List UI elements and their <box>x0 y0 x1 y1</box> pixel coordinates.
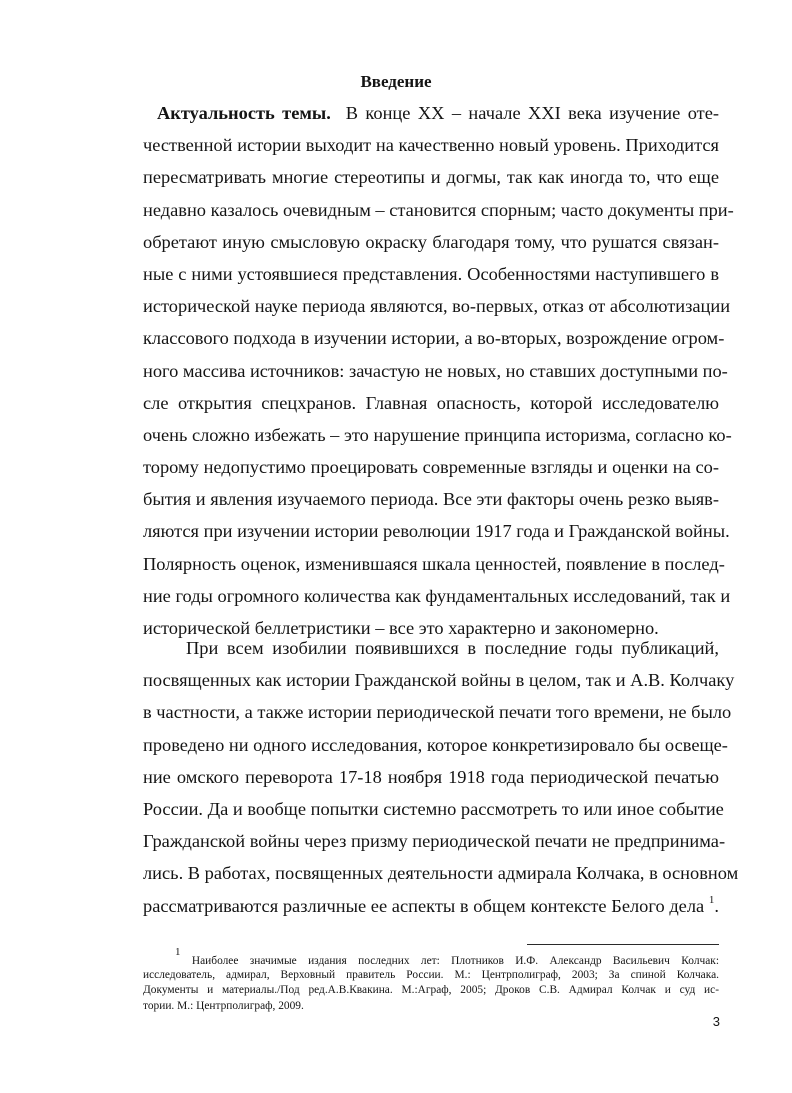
footnote <box>143 946 719 1014</box>
sentence-end: . <box>714 895 719 916</box>
footnote-marker: 1 <box>175 946 181 958</box>
paragraph-line: ные с ними устоявшиеся представления. Особенностями наступившего в <box>143 263 719 284</box>
page-number: 3 <box>712 1014 720 1029</box>
paragraph-line-text: рассматриваются различные ее аспекты в общем контексте Белого дела <box>143 895 705 916</box>
paragraph-line: сле открытия спецхранов. Главная опасность, которой исследователю <box>143 392 719 413</box>
paragraph-line-text: В конце XX – начале XXI века изучение оте- <box>345 103 719 123</box>
paragraph-line: исторической беллетристики – все это характерно и закономерно. <box>143 618 659 638</box>
paragraph-relevance <box>143 97 734 644</box>
paragraph-line: исторической науке периода являются, во-первых, отказ от абсолютизации <box>143 296 731 317</box>
paragraph-line: пересматривать многие стереотипы и догмы, так как иногда то, что еще <box>143 167 719 188</box>
footnote-line-text: Наиболее значимые издания последних лет: Плотников И.Ф. Александр Васильевич Колчак: <box>191 955 719 967</box>
paragraph-line: При всем изобилии появившихся в последние годы публикаций, <box>186 638 719 658</box>
footnote-line: Документы и материалы./Под ред.А.В.Квакина. М.:Аграф, 2005; Дроков С.В. Адмирал Колчак и суд ис- <box>143 984 719 997</box>
paragraph-line: торому недопустимо проецировать современные взгляды и оценки на со- <box>143 457 719 478</box>
paragraph-line: Полярность оценок, изменившаяся шкала ценностей, появление в послед- <box>143 553 725 574</box>
footnote-line: исследователь, адмирал, Верховный правитель России. М.: Центрполиграф, 2003; За спиной Колчака. <box>143 968 719 981</box>
footnote-line <box>143 946 719 968</box>
section-heading: Актуальность темы. <box>157 103 331 123</box>
paragraph-line: очень сложно избежать – это нарушение принципа историзма, согласно ко- <box>143 424 732 445</box>
paragraph-line: в частности, а также истории периодической печати того времени, не было <box>143 702 732 723</box>
paragraph-line: классового подхода в изучении истории, а во-вторых, возрождение огром- <box>143 328 725 349</box>
paragraph-line: ние омского переворота 17-18 ноября 1918 года периодической печатью <box>143 766 719 787</box>
paragraph-line: ляются при изучении истории революции 1917 года и Гражданской войны. <box>143 521 730 542</box>
paragraph-line: лись. В работах, посвященных деятельности адмирала Колчака, в основном <box>143 863 739 884</box>
footnote-reference[interactable]: 1 <box>708 893 715 906</box>
paragraph-line: ного массива источников: зачастую не новых, но ставших доступными по- <box>143 360 728 381</box>
page-title: Введение <box>360 72 432 91</box>
footnote-separator <box>527 944 719 945</box>
paragraph-line: чественной истории выходит на качественно новый уровень. Приходится <box>143 135 719 156</box>
paragraph-line: недавно казалось очевидным – становится спорным; часто документы при- <box>143 199 734 220</box>
paragraph-line <box>143 97 719 129</box>
paragraph-line: России. Да и вообще попытки системно рассмотреть то или иное событие <box>143 798 724 819</box>
paragraph-line: обретают иную смысловую окраску благодаря тому, что рушатся связан- <box>143 231 719 252</box>
paragraph-line: Гражданской войны через призму периодической печати не предпринима- <box>143 831 726 852</box>
footnote-line: тории. М.: Центрполиграф, 2009. <box>143 999 304 1012</box>
paragraph-historiography <box>143 632 739 922</box>
paragraph-line <box>143 890 719 922</box>
paragraph-line: ние годы огромного количества как фундаментальных исследований, так и <box>143 585 731 606</box>
paragraph-line: посвященных как истории Гражданской войны в целом, так и А.В. Колчаку <box>143 670 735 691</box>
paragraph-line: бытия и явления изучаемого периода. Все эти факторы очень резко выяв- <box>143 489 719 510</box>
paragraph-line: проведено ни одного исследования, которое конкретизировало бы освеще- <box>143 734 728 755</box>
